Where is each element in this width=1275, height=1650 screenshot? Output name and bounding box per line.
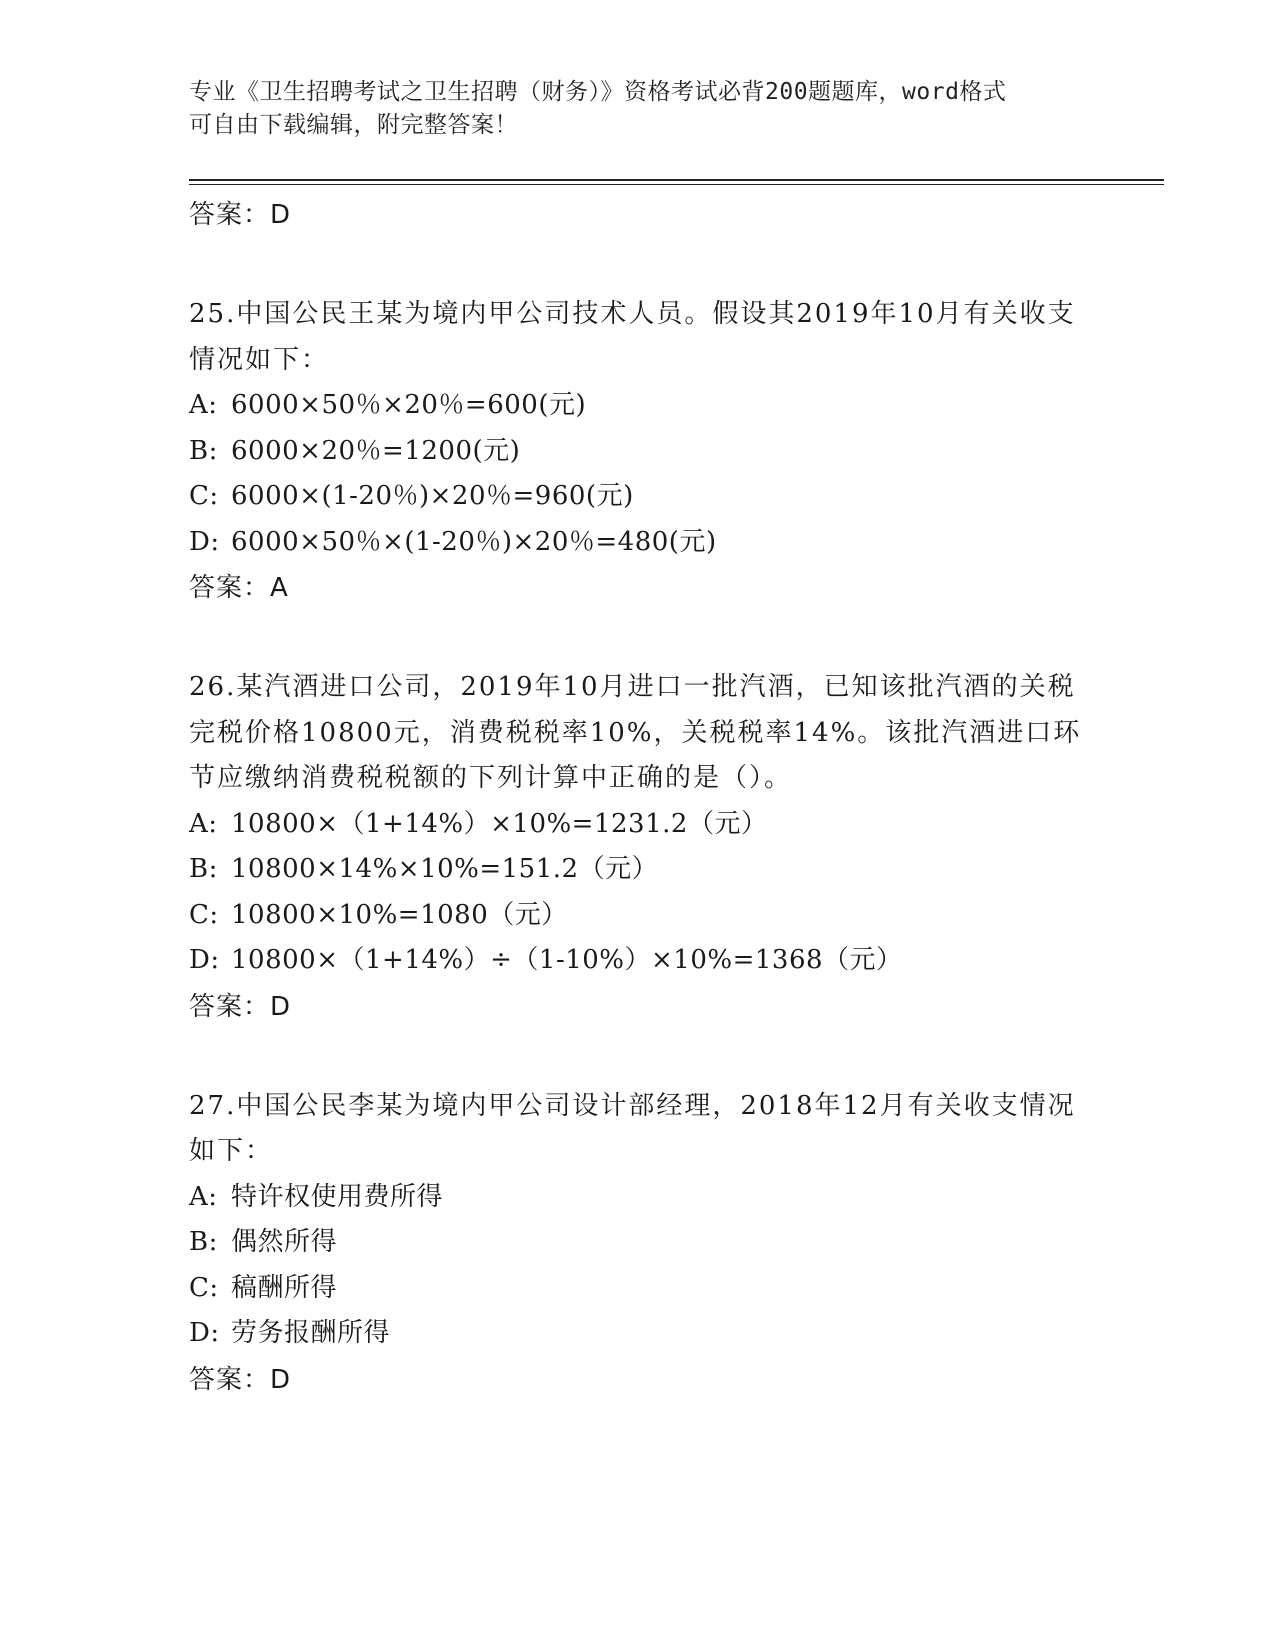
option-text: 10800×10%=1080（元） [231, 899, 568, 930]
option-d [189, 1311, 1089, 1357]
option-letter: B: [189, 435, 218, 466]
header-divider-thin [189, 184, 1164, 185]
option-text: 稿酬所得 [231, 1272, 338, 1303]
option-letter: B: [189, 854, 218, 884]
option-letter: A: [189, 808, 218, 839]
option-text: 10800×14%×10%=151.2（元） [231, 854, 659, 884]
header-divider-thick [189, 179, 1164, 181]
option-text: 6000×20％=1200(元) [231, 435, 521, 466]
answer-line: 答案：D [189, 1364, 292, 1395]
option-c [189, 474, 1089, 520]
option-text: 6000×50％×(1-20％)×20％=480(元) [231, 526, 717, 557]
answer-line: 答案：A [189, 573, 289, 603]
header-line-2: 可自由下载编辑，附完整答案！ [189, 112, 518, 138]
option-letter: B: [189, 1227, 218, 1257]
header-line-1: 专业《卫生招聘考试之卫生招聘（财务）》资格考试必背200题题库，word格式 [189, 79, 1007, 105]
question-26 [189, 665, 1089, 1030]
question-stem: 27.中国公民李某为境内甲公司设计部经理，2018年12月有关收支情况如下： [189, 1090, 1076, 1166]
option-letter: C: [189, 481, 219, 511]
option-text: 6000×(1-20％)×20％=960(元) [231, 481, 634, 511]
option-text: 6000×50％×20％=600(元) [231, 390, 587, 420]
option-text: 10800×（1+14%）×10%=1231.2（元） [231, 808, 768, 839]
option-letter: D: [189, 945, 220, 975]
option-b [189, 847, 1089, 893]
document-body [189, 192, 1089, 1403]
option-letter: C: [189, 1272, 219, 1303]
question-stem: 25.中国公民王某为境内甲公司技术人员。假设其2019年10月有关收支情况如下： [189, 299, 1076, 375]
option-letter: A: [189, 1181, 218, 1212]
option-text: 劳务报酬所得 [231, 1318, 391, 1348]
option-b [189, 429, 1089, 475]
question-stem: 26.某汽酒进口公司，2019年10月进口一批汽酒，已知该批汽酒的关税完税价格10800元，消费税税率10%，关税税率14%。该批汽酒进口环节应缴纳消费税税额的下列计算中正确的是（）。 [189, 672, 1082, 793]
option-c [189, 1266, 1089, 1312]
option-c [189, 893, 1089, 939]
answer-line: 答案：D [189, 200, 292, 230]
question-25 [189, 292, 1089, 611]
option-b [189, 1220, 1089, 1266]
option-a [189, 802, 1089, 848]
answer-line: 答案：D [189, 991, 292, 1022]
option-a [189, 1175, 1089, 1221]
option-letter: D: [189, 526, 220, 557]
option-text: 偶然所得 [231, 1227, 338, 1257]
question-27 [189, 1084, 1089, 1403]
option-letter: C: [189, 899, 219, 930]
option-d [189, 938, 1089, 984]
option-letter: D: [189, 1318, 220, 1348]
option-text: 特许权使用费所得 [231, 1181, 444, 1212]
option-letter: A: [189, 390, 218, 420]
option-d [189, 520, 1089, 566]
option-a [189, 383, 1089, 429]
document-header [189, 76, 1069, 142]
option-text: 10800×（1+14%）÷（1-10%）×10%=1368（元） [231, 945, 903, 975]
